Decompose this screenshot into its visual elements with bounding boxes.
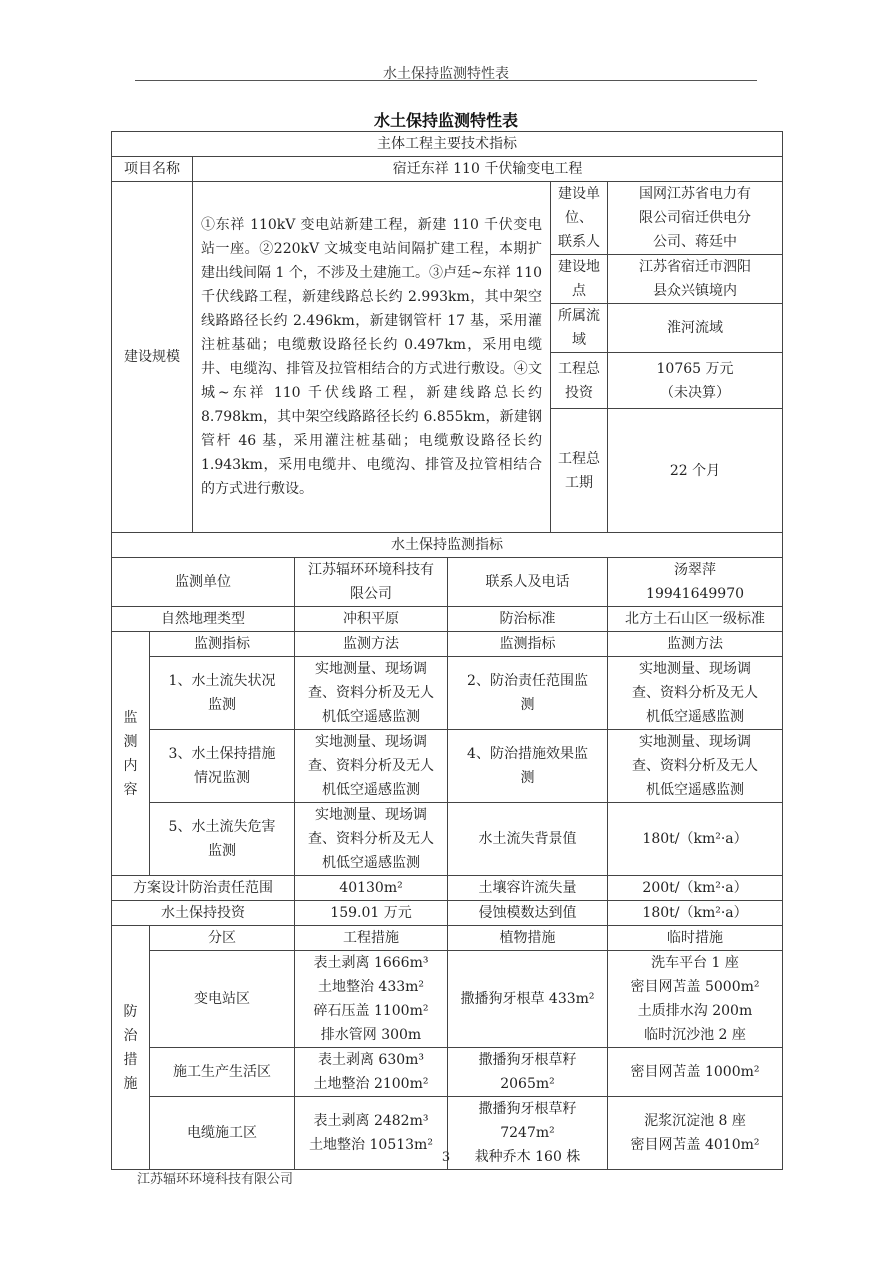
zone-name: 变电站区 bbox=[150, 951, 295, 1048]
monitor-item-1: 1、水土流失状况 监测 bbox=[150, 657, 295, 730]
swc-investment-label: 水土保持投资 bbox=[112, 901, 295, 926]
monitor-unit-row bbox=[112, 558, 783, 607]
section-heading-main-indicators: 主体工程主要技术指标 bbox=[112, 132, 783, 157]
section-heading-row bbox=[112, 132, 783, 157]
period-label: 工程总工期 bbox=[551, 409, 608, 533]
contact-value: 汤翠萍 19941649970 bbox=[608, 558, 783, 607]
monitor-content-header-row bbox=[112, 632, 783, 657]
geo-value: 冲积平原 bbox=[295, 607, 448, 632]
geo-row bbox=[112, 607, 783, 632]
scale-description: ①东祥 110kV 变电站新建工程，新建 110 千伏变电站一座。②220kV 文城变电站间隔扩建工程，本期扩建出线间隔 1 个，不涉及土建施工。③卢廷~东祥 110 千伏线路工程，新建线路总长约 2.993km，其中架空线路路径长约 2.496km，新建钢管杆 17 基，采用灌注桩基础；电缆敷设路径长约 0.497km，采用电缆井、电缆沟、排管及拉管相结合的方式进行敷设。④文城~东祥 110 千伏线路工程，新建线路总长约 8.798km，其中架空线路路径长约 6.855km，新建钢管杆 46 基，采用灌注桩基础；电缆敷设路径长约 1.943km，采用电缆井、电缆沟、排管及拉管相结合的方式进行敷设。 bbox=[193, 182, 551, 533]
erosion-value: 180t/（km²·a） bbox=[608, 901, 783, 926]
zone-name: 电缆施工区 bbox=[150, 1097, 295, 1170]
monitor-method-4: 实地测量、现场调 查、资料分析及无人 机低空遥感监测 bbox=[608, 730, 783, 803]
contact-label: 联系人及电话 bbox=[448, 558, 608, 607]
soil-loss-label: 土壤容许流失量 bbox=[448, 876, 608, 901]
monitor-method-3: 实地测量、现场调 查、资料分析及无人 机低空遥感监测 bbox=[295, 730, 448, 803]
background-label: 水土流失背景值 bbox=[448, 803, 608, 876]
col-indicator-1: 监测指标 bbox=[150, 632, 295, 657]
temporary-measures: 泥浆沉淀池 8 座 密目网苫盖 4010m² bbox=[608, 1097, 783, 1170]
monitor-content-row bbox=[112, 730, 783, 803]
footer-company: 江苏辐环环境科技有限公司 bbox=[137, 1172, 294, 1187]
background-value: 180t/（km²·a） bbox=[608, 803, 783, 876]
monitor-content-row bbox=[112, 803, 783, 876]
measures-row bbox=[112, 1048, 783, 1097]
unit-label: 建设单位、 联系人 bbox=[551, 182, 608, 255]
page-title: 水土保持监测特性表 bbox=[373, 111, 518, 130]
scale-row bbox=[112, 182, 783, 255]
page-number: 3 bbox=[441, 1150, 451, 1165]
engineering-measures: 表土剥离 630m³ 土地整治 2100m² bbox=[295, 1048, 448, 1097]
col-engineering: 工程措施 bbox=[295, 926, 448, 951]
measures-header-row bbox=[112, 926, 783, 951]
plant-measures: 撒播狗牙根草籽 7247m² 栽种乔木 160 株 bbox=[448, 1097, 608, 1170]
monitor-item-2: 2、防治责任范围监 测 bbox=[448, 657, 608, 730]
project-name-label: 项目名称 bbox=[112, 157, 193, 182]
standard-value: 北方土石山区一级标准 bbox=[608, 607, 783, 632]
header-divider bbox=[135, 80, 757, 81]
location-value: 江苏省宿迁市泗阳 县众兴镇境内 bbox=[608, 255, 783, 304]
design-range-row bbox=[112, 876, 783, 901]
measures-label: 防治措施 bbox=[112, 926, 150, 1170]
zone-name: 施工生产生活区 bbox=[150, 1048, 295, 1097]
monitoring-characteristics-table bbox=[111, 131, 783, 1170]
monitor-method-2: 实地测量、现场调 查、资料分析及无人 机低空遥感监测 bbox=[608, 657, 783, 730]
running-header: 水土保持监测特性表 bbox=[383, 66, 509, 82]
swc-investment-value: 159.01 万元 bbox=[295, 901, 448, 926]
location-label: 建设地点 bbox=[551, 255, 608, 304]
plant-measures: 撒播狗牙根草籽 2065m² bbox=[448, 1048, 608, 1097]
monitor-unit-label: 监测单位 bbox=[112, 558, 295, 607]
col-plant: 植物措施 bbox=[448, 926, 608, 951]
period-value: 22 个月 bbox=[608, 409, 783, 533]
unit-value: 国网江苏省电力有 限公司宿迁供电分 公司、蒋廷中 bbox=[608, 182, 783, 255]
section-heading-monitoring: 水土保持监测指标 bbox=[112, 533, 783, 558]
basin-value: 淮河流域 bbox=[608, 304, 783, 353]
design-range-label: 方案设计防治责任范围 bbox=[112, 876, 295, 901]
investment-value: 10765 万元 （未决算） bbox=[608, 353, 783, 409]
scale-label: 建设规模 bbox=[112, 182, 193, 533]
col-indicator-2: 监测指标 bbox=[448, 632, 608, 657]
monitor-unit-value: 江苏辐环环境科技有 限公司 bbox=[295, 558, 448, 607]
project-name-row bbox=[112, 157, 783, 182]
monitor-item-5: 5、水土流失危害 监测 bbox=[150, 803, 295, 876]
erosion-label: 侵蚀模数达到值 bbox=[448, 901, 608, 926]
monitor-method-5: 实地测量、现场调 查、资料分析及无人 机低空遥感监测 bbox=[295, 803, 448, 876]
geo-label: 自然地理类型 bbox=[112, 607, 295, 632]
col-method-2: 监测方法 bbox=[608, 632, 783, 657]
engineering-measures: 表土剥离 2482m³ 土地整治 10513m² bbox=[295, 1097, 448, 1170]
standard-label: 防治标准 bbox=[448, 607, 608, 632]
monitor-content-label: 监测内容 bbox=[112, 632, 150, 876]
col-temporary: 临时措施 bbox=[608, 926, 783, 951]
plant-measures: 撒播狗牙根草 433m² bbox=[448, 951, 608, 1048]
section-heading-row bbox=[112, 533, 783, 558]
engineering-measures: 表土剥离 1666m³ 土地整治 433m² 碎石压盖 1100m² 排水管网 300m bbox=[295, 951, 448, 1048]
monitor-content-row bbox=[112, 657, 783, 730]
project-name-value: 宿迁东祥 110 千伏输变电工程 bbox=[193, 157, 783, 182]
col-method-1: 监测方法 bbox=[295, 632, 448, 657]
investment-label: 工程总投资 bbox=[551, 353, 608, 409]
monitor-method-1: 实地测量、现场调 查、资料分析及无人 机低空遥感监测 bbox=[295, 657, 448, 730]
swc-investment-row bbox=[112, 901, 783, 926]
col-zone: 分区 bbox=[150, 926, 295, 951]
soil-loss-value: 200t/（km²·a） bbox=[608, 876, 783, 901]
monitor-item-3: 3、水土保持措施 情况监测 bbox=[150, 730, 295, 803]
temporary-measures: 密目网苫盖 1000m² bbox=[608, 1048, 783, 1097]
basin-label: 所属流域 bbox=[551, 304, 608, 353]
monitor-item-4: 4、防治措施效果监 测 bbox=[448, 730, 608, 803]
measures-row bbox=[112, 951, 783, 1048]
temporary-measures: 洗车平台 1 座 密目网苫盖 5000m² 土质排水沟 200m 临时沉沙池 2 座 bbox=[608, 951, 783, 1048]
design-range-value: 40130m² bbox=[295, 876, 448, 901]
